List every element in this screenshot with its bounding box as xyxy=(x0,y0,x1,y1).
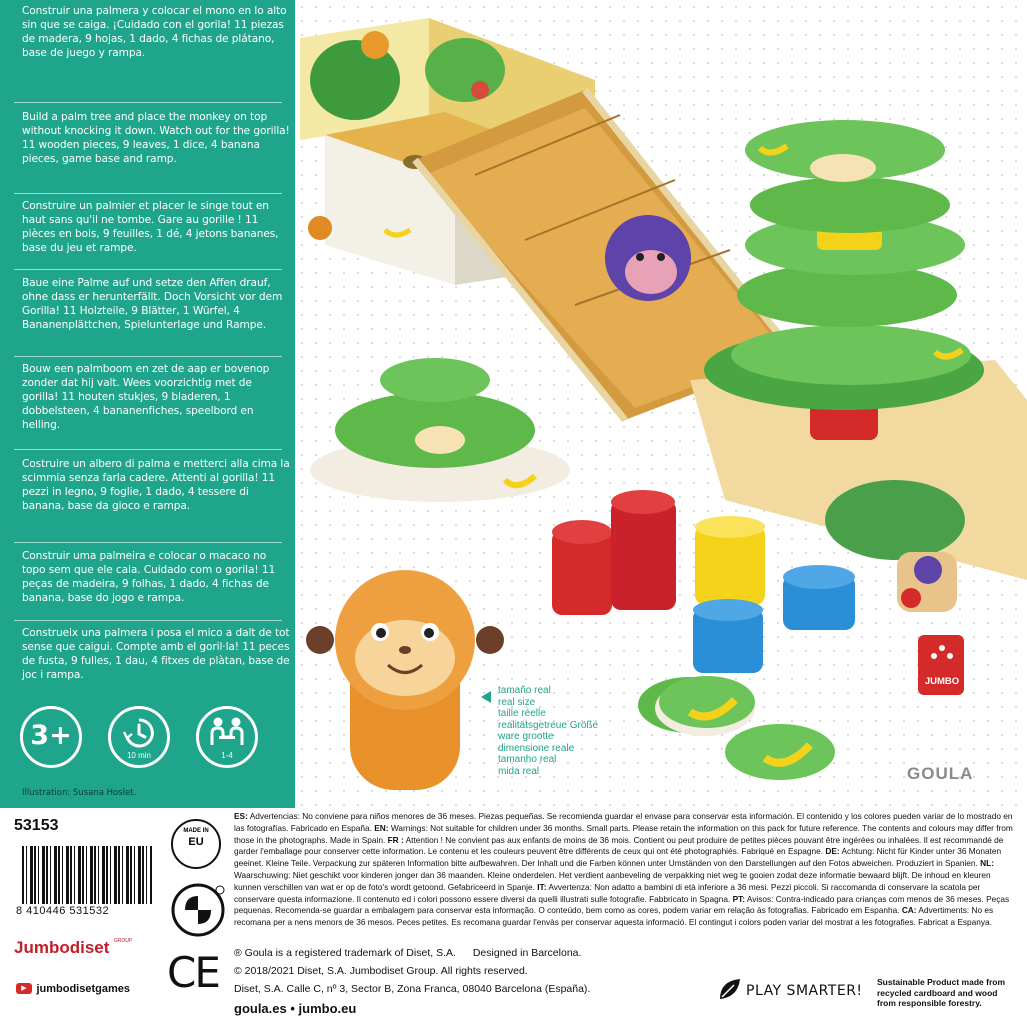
product-code: 53153 xyxy=(14,817,59,834)
real-size-de: realitätsgetreue Größe xyxy=(498,719,599,731)
green-dot-icon xyxy=(170,882,226,938)
description-nl: Bouw een palmboom en zet de aap er bovenop zonder dat hij valt. Wees voorzichtig met de gorilla! 11 houten stukjes, 9 bladeren, 1 dobbelsteen, 4 bananenfiches, speelbord en helling. xyxy=(22,363,270,431)
youtube-icon: ▶ xyxy=(16,983,32,994)
monkey-illustration xyxy=(308,216,332,240)
real-size-en: real size xyxy=(498,696,536,708)
real-size-fr: taille réelle xyxy=(498,708,546,719)
game-illustration xyxy=(295,0,1027,808)
age-label: 3+ xyxy=(30,720,72,751)
warning-es: Advertencias: No conviene para niños menores de 36 meses. Piezas pequeñas. Se recomienda guardar el envase para conservar esta información. El contenido y los colores pueden variar de lo mostrado en las fotografías. Fabricado en España. xyxy=(234,811,1013,833)
monkey-pupil xyxy=(424,628,434,638)
youtube-row xyxy=(16,980,130,998)
monkey-illustration xyxy=(361,31,389,59)
gorilla-face xyxy=(625,250,677,294)
warning-ca: Advertiments: No es recomana per a nens menors de 36 mesos. Peces petites. Es recomana guardar l'envàs per conservar aquesta informació. El contingut i colors poden variar del mostrat a les fotografies. Fabricat a Espanya. xyxy=(234,905,994,928)
board-plant xyxy=(825,480,965,560)
youtube-channel: jumbodisetgames xyxy=(36,982,130,995)
warning-it: Avvertenza: Non adatto a bambini di età inferiore a 36 mesi. Pezzi piccoli. Si raccomanda di conservare la scatola per conservare questa informazione. Il contenuto ed i colori possono essere diversi da quelli illustrati sulle fotografie. Fabbricato in Spagna. xyxy=(234,881,981,904)
description-es: Construir una palmera y colocar el mono en lo alto sin que se caiga. ¡Cuidado con el gorila! 11 piezas de madera, 9 hojas, 1 dado, 4 fichas de plátano, base de juego y rampa. xyxy=(22,5,287,59)
divider xyxy=(14,269,282,270)
time-label: 10 min xyxy=(126,751,151,760)
description-ca: Construeix una palmera i posa el mico a dalt de tot sense que caigui. Compte amb el goril·la! 11 peces de fusta, 9 fulles, 1 dau, 4 fitxes de plàtan, base de joc i rampa. xyxy=(22,627,290,681)
designed-in: Designed in Barcelona. xyxy=(472,947,582,959)
leaf-center xyxy=(415,426,465,454)
palm-leaf xyxy=(750,177,950,233)
warning-pt-label: PT: xyxy=(732,893,746,904)
monkey-nose xyxy=(399,646,411,654)
jumbodiset-logo xyxy=(14,938,132,968)
warning-en: Warnings: Not suitable for children under 36 months. Small parts. Please retain the information on this pack for future reference. The contents and colours may differ from those in the photographs. Made in Spain. xyxy=(234,822,1013,845)
monkey-pupil xyxy=(376,628,386,638)
divider xyxy=(14,193,282,194)
illustration-credit: Illustration: Susana Hoslet. xyxy=(22,788,137,798)
monkey-ear xyxy=(306,626,334,654)
description-panel xyxy=(0,0,295,808)
players-label: 1-4 xyxy=(221,751,233,760)
gorilla-eye xyxy=(636,253,644,261)
description-it: Costruire un albero di palma e metterci alla cima la scimmia senza farla cadere. Attenti al gorilla! 11 pezzi in legno, 9 foglie, 1 dado, 4 tessere di banana, base da gioco e rampa. xyxy=(22,458,290,512)
players-icon xyxy=(208,715,246,749)
leaf-stack-top xyxy=(380,358,490,402)
warning-nl: Waarschuwing: Niet geschikt voor kinderen jonger dan 36 maanden. Kleine onderdelen. Het verdient aanbeveling de verpakking niet weg te gooien zodat deze informatie bewaard blijft. De inhoud en kleuren kunnen verschillen van wat er op de foto's wordt getoond. Gefabriceerd in Spanje. xyxy=(234,869,991,892)
monkey-ear xyxy=(476,626,504,654)
players-badge xyxy=(196,706,258,768)
ce-mark: CE xyxy=(167,948,219,997)
dice-red-face xyxy=(901,588,921,608)
parrot-illustration xyxy=(471,81,489,99)
warning-de-label: DE: xyxy=(825,846,840,857)
made-in-eu-seal xyxy=(171,819,221,869)
sustainable-note: Sustainable Product made from recycled cardboard and wood from responsible forestry. xyxy=(877,977,1005,1008)
description-de: Baue eine Palme auf und setze den Affen drauf, ohne dass er herunterfällt. Doch Vorsicht vor dem Gorilla! 11 Holzteile, 9 Blätter, 1 Würfel, 4 Bananenplättchen, Spielunterlage und Rampe. xyxy=(22,277,283,331)
real-size-pt: tamanho real xyxy=(498,754,557,765)
jungle-leaves xyxy=(425,38,505,102)
banana-token xyxy=(725,724,835,780)
website-links: goula.es • jumbo.eu xyxy=(234,1001,357,1016)
warning-de: Achtung: Nicht für Kinder unter 36 Monaten geeinet. Kleine Teile. Verpackung zur späteren Information bitte aufbewahren. Der Inhalt und die Farben können unter Umständen von den Darstellungen auf den Fotos abweichen. Produziert in Spanien. xyxy=(234,846,1002,869)
warnings-text xyxy=(234,811,1017,929)
divider xyxy=(14,102,282,103)
divider xyxy=(14,356,282,357)
trademark-line xyxy=(234,947,581,959)
divider xyxy=(14,620,282,621)
made-in-label: MADE IN xyxy=(183,828,209,834)
description-fr: Construire un palmier et placer le singe tout en haut sans qu'il ne tombe. Gare au gorille ! 11 pièces en bois, 9 feuilles, 1 dé, 4 jetons bananes, base du jeu et rampe. xyxy=(22,200,279,254)
warning-es-label: ES: xyxy=(234,811,248,821)
jumbodiset-wordmark: Jumbodiset xyxy=(14,938,110,957)
red-wooden-piece-top xyxy=(611,490,675,514)
barcode-number: 8 410446 531532 xyxy=(16,905,110,917)
play-smarter: PLAY SMARTER! xyxy=(746,983,863,999)
jumbo-logo-dot xyxy=(939,645,945,651)
warning-en-label: EN: xyxy=(374,822,389,833)
trademark-text: ® Goula is a registered trademark of Diset, S.A. xyxy=(234,947,456,959)
goula-logo: GOULA xyxy=(907,764,974,783)
jumbo-logo-dot xyxy=(947,653,953,659)
divider xyxy=(14,542,282,543)
monkey-face xyxy=(355,620,455,696)
description-en: Build a palm tree and place the monkey on top without knocking it down. Watch out for the gorilla! 11 wooden pieces, 9 leaves, 1 dice, 4 banana pieces, game base and ramp. xyxy=(22,111,290,165)
warning-nl-label: NL: xyxy=(980,858,994,869)
yellow-wooden-piece-top xyxy=(695,516,765,538)
warning-fr: Attention ! Ne convient pas aux enfants de moins de 36 mois. Contient ou peut produire de petites pièces pouvant être ingérées ou inhalées. Il est recommandé de garder l'emballage pour conserver cette information. Le contenu et les couleurs peuvent être différents de ceux qui ont été photographiés. Fabriqué en Espagne. xyxy=(234,834,1004,857)
jumbodiset-group: GROUP xyxy=(113,938,133,944)
warning-pt: Avisos: Contra-indicado para crianças com menos de 36 meses. Peças pequenas. Recomenda-se guardar a embalagem para conservar esta informação. O conteúdo, bem como as cores, podem variar em relação às fotografias. Fabricado em Espanha. xyxy=(234,893,1010,916)
copyright-line: © 2018/2021 Diset, S.A. Jumbodiset Group. All rights reserved. xyxy=(234,965,528,977)
divider xyxy=(14,449,282,450)
description-pt: Construir uma palmeira e colocar o macaco no topo sem que ele caia. Cuidado com o gorila! 11 peças de madeira, 9 folhas, 1 dado, 4 fichas de banana, base do jogo e rampa. xyxy=(22,550,276,604)
leaf-icon xyxy=(716,975,744,1003)
jumbo-wordmark: JUMBO xyxy=(924,676,960,687)
warning-fr-label: FR : xyxy=(387,834,404,845)
address-line: Diset, S.A. Calle C, nº 3, Sector B, Zona Franca, 08040 Barcelona (España). xyxy=(234,983,591,995)
blue-wooden-piece-top xyxy=(783,565,855,589)
age-badge xyxy=(20,706,82,768)
eu-label: EU xyxy=(188,836,204,848)
barcode xyxy=(22,846,152,904)
arrow-icon xyxy=(481,691,491,703)
dice-gorilla-face xyxy=(914,556,942,584)
leaf-center xyxy=(810,154,876,182)
real-size-ca: mida real xyxy=(498,765,540,777)
real-size-nl: ware grootte xyxy=(498,731,554,742)
clock-icon xyxy=(121,715,157,751)
red-wooden-piece-top xyxy=(552,520,612,544)
jumbo-logo-dot xyxy=(931,653,937,659)
warning-it-label: IT: xyxy=(537,881,547,892)
red-wooden-piece xyxy=(611,500,676,610)
product-photo xyxy=(295,0,1027,808)
time-badge xyxy=(108,706,170,768)
real-size-it: dimensione reale xyxy=(498,742,575,754)
real-size-labels xyxy=(498,685,598,777)
gorilla-eye xyxy=(657,253,665,261)
blue-wooden-piece-top xyxy=(693,599,763,621)
real-size-es: tamaño real xyxy=(498,685,551,696)
warning-ca-label: CA: xyxy=(901,905,917,916)
